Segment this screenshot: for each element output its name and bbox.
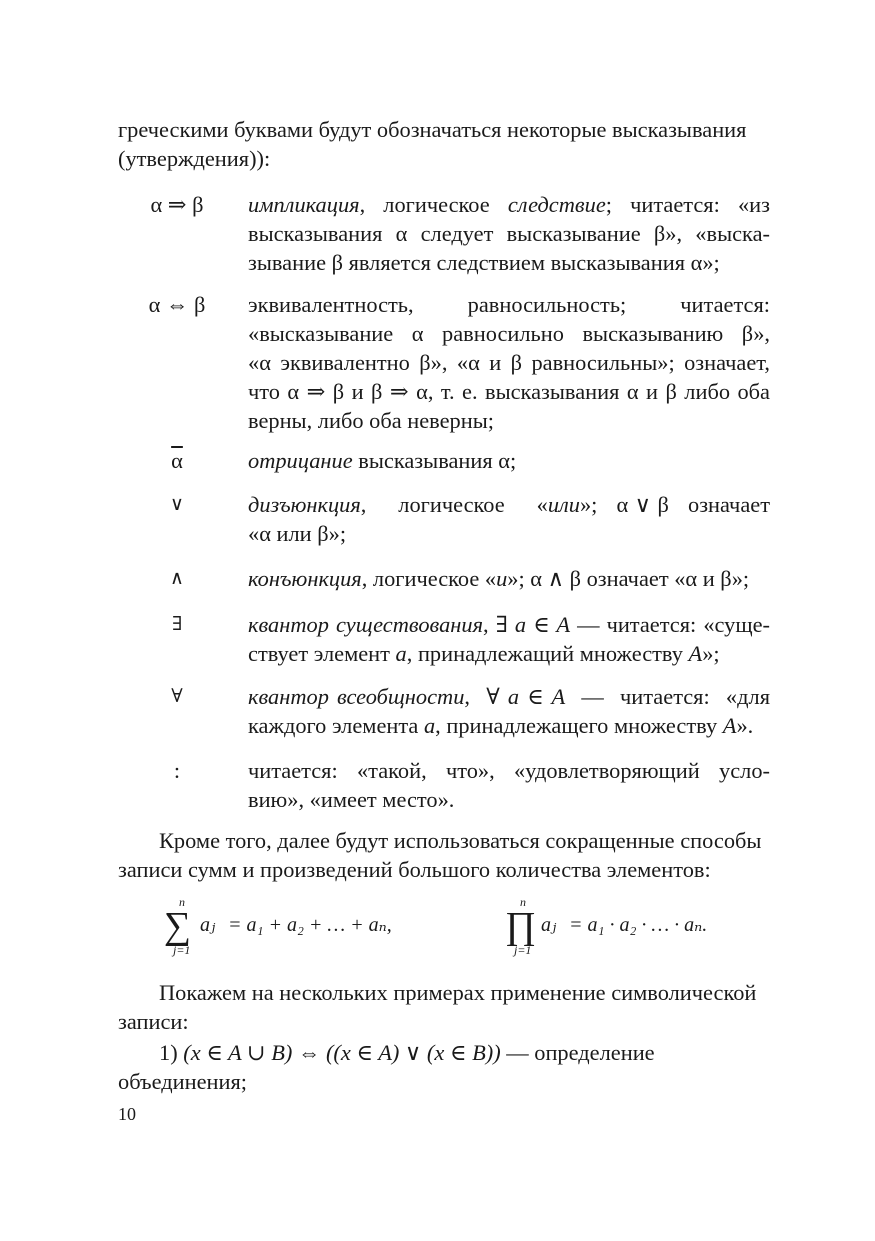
example-1-line-2: объединения; xyxy=(118,1069,248,1094)
paragraph-1-line-2: записи сумм и произведений большого количества элементов: xyxy=(118,857,711,882)
sum-upper-limit: n xyxy=(179,895,185,909)
implication-line-2: высказывания α следует высказывание β», «выска- xyxy=(248,221,770,246)
and-term: и xyxy=(496,566,508,591)
product-lower-limit: j=1 xyxy=(514,943,532,957)
product-expansion: = a₁ · a₂ · … · aₙ. xyxy=(569,914,708,936)
exists-line-2: ствует элемент a, принадлежащий множеству A»; xyxy=(248,641,720,666)
exists-description xyxy=(248,610,770,668)
equivalence-line-1: эквивалентность, равносильность; читается: xyxy=(248,292,770,317)
example-1-text: — определение xyxy=(500,1040,655,1065)
or-term: или xyxy=(547,492,580,517)
equivalence-line-3: «α эквивалентно β», «α и β равносильны»; означает, xyxy=(248,350,770,375)
equivalence-symbol: α ⇔ β xyxy=(148,292,206,317)
equivalence-line-4: что α ⇒ β и β ⇒ α, т. е. высказывания α и β либо оба xyxy=(248,379,770,404)
example-1 xyxy=(118,1038,770,1096)
such-that-symbol: : xyxy=(173,758,181,783)
disjunction-line-1: дизъюнкция, логическое «или»; α ∨ β означает xyxy=(248,492,770,517)
negation-symbol: $\overline{\alpha}$ xyxy=(171,448,183,473)
sum-formula xyxy=(160,895,420,957)
example-1-number: 1) xyxy=(159,1040,178,1065)
product-upper-limit: n xyxy=(520,895,526,909)
forall-term: квантор всеобщности xyxy=(248,684,465,709)
implication-symbol: α ⇒ β xyxy=(150,192,204,217)
such-that-description xyxy=(248,756,770,814)
equivalence-line-5: верны, либо оба неверны; xyxy=(248,408,495,433)
such-that-line-2: вию», «имеет место». xyxy=(248,787,455,812)
paragraph-2-line-2: записи: xyxy=(118,1009,189,1034)
negation-term: отрицание xyxy=(248,448,353,473)
conjunction-description: конъюнкция, логическое «и»; α ∧ β означает «α и β»; xyxy=(248,566,750,591)
implication-description xyxy=(248,190,770,277)
equivalence-line-2: «высказывание α равносильно высказыванию β», xyxy=(248,321,770,346)
product-operator: ∏ xyxy=(505,905,537,947)
example-1-line-1 xyxy=(118,1038,770,1067)
conjunction-term: конъюнкция xyxy=(248,566,362,591)
such-that-line-1: читается: «такой, что», «удовлетворяющий усло- xyxy=(248,758,770,783)
exists-symbol: ∃ xyxy=(171,614,183,635)
example-1-formula: (x ∈ A ∪ B) ⇔ ((x ∈ A) ∨ (x ∈ B)) xyxy=(183,1040,501,1065)
forall-description xyxy=(248,682,770,740)
implication-line-3: зывание β является следствием высказывания α»; xyxy=(248,250,720,275)
forall-line-1: квантор всеобщности, ∀ a ∈ A — читается: «для xyxy=(248,684,770,709)
disjunction-description xyxy=(248,490,770,548)
equivalence-description xyxy=(248,290,770,435)
exists-term: квантор существования xyxy=(248,612,483,637)
paragraph-2-line-1: Покажем на нескольких примерах применение символической xyxy=(159,980,757,1005)
forall-symbol: ∀ xyxy=(171,686,183,707)
intro-line-2: (утверждения)): xyxy=(118,146,271,171)
paragraph-1-line-1: Кроме того, далее будут использоваться сокращенные способы xyxy=(159,828,762,853)
sum-expansion: = a₁ + a₂ + … + aₙ, xyxy=(228,914,392,936)
consequence-term: следствие xyxy=(507,192,606,217)
forall-line-2: каждого элемента a, принадлежащего множеству A». xyxy=(248,713,754,738)
sum-lower-limit: j=1 xyxy=(173,943,191,957)
product-term: aⱼ xyxy=(541,914,557,936)
paragraph-examples xyxy=(118,978,770,1036)
intro-paragraph xyxy=(118,115,770,173)
product-formula xyxy=(505,895,735,957)
disjunction-symbol: ∨ xyxy=(170,494,184,515)
page-number: 10 xyxy=(118,1104,136,1124)
implication-term: импликация xyxy=(248,192,360,217)
exists-line-1: квантор существования, ∃ a ∈ A — читается: «суще- xyxy=(248,612,770,637)
negation-description: отрицание высказывания α; xyxy=(248,448,517,473)
sum-term: aⱼ xyxy=(200,914,216,936)
disjunction-line-2: «α или β»; xyxy=(248,521,347,546)
paragraph-sums-products xyxy=(118,826,770,884)
implication-line-1: импликация, логическое следствие; читается: «из xyxy=(248,192,770,217)
disjunction-term: дизъюнкция xyxy=(248,492,361,517)
sum-operator: ∑ xyxy=(164,905,192,947)
intro-line-1: греческими буквами будут обозначаться некоторые высказывания xyxy=(118,117,747,142)
conjunction-symbol: ∧ xyxy=(170,568,184,589)
